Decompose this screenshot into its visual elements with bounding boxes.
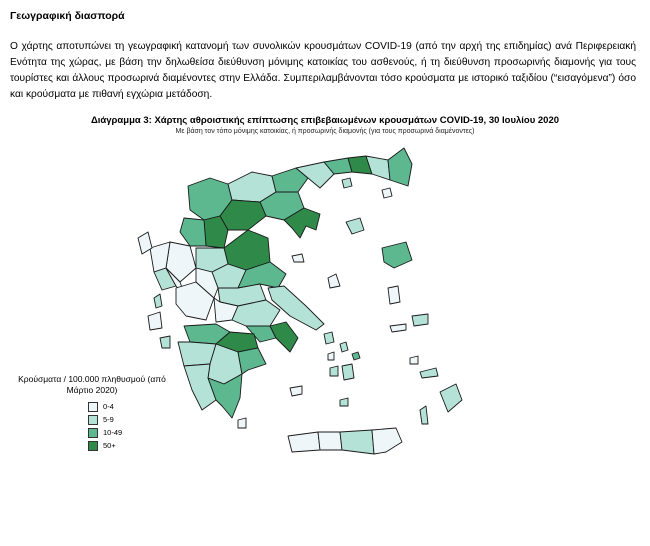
greece-choropleth-map <box>120 138 540 468</box>
region-skyros <box>328 274 340 288</box>
region-naxos <box>342 364 354 380</box>
region-kefalonia <box>148 312 162 330</box>
region-kerkyra <box>138 232 152 254</box>
region-thasos <box>342 178 352 188</box>
description-paragraph: Ο χάρτης αποτυπώνει τη γεωγραφική κατανομή των συνολικών κρουσμάτων COVID-19 (από την αρχή της επιδημίας) ανά Περιφερειακή Ενότητα της χώρας, με βάση την δηλωθείσα διεύθυνση μόνιμης κατοικίας του ασθενούς, ή τη διεύθυνση προσωρινής διαμονής για τους τουρίστες και άλλους προσωρινά διαμένοντες στην Ελλάδα. Συμπεριλαμβάνονται τόσο κρούσματα με ιστορικό ταξιδίου (“εισαγόμενα”) όσο και κρούσματα με πιθανή εγχώρια μετάδοση. <box>10 41 636 100</box>
region-kalymnos <box>410 356 418 364</box>
region-argolida <box>238 348 266 374</box>
legend-label: 0-4 <box>103 402 114 411</box>
section-title: Γεωγραφική διασπορά <box>10 10 125 22</box>
legend-item <box>88 439 168 452</box>
figure-title: Διάγραμμα 3: Χάρτης αθροιστικής επίπτωσης επιβεβαιωμένων κρουσμάτων COVID-19, 30 Ιουλίου 2020 <box>90 115 560 126</box>
legend-swatch <box>88 402 98 412</box>
legend-list <box>88 400 168 452</box>
region-kastoria <box>180 218 206 246</box>
region-lasithi <box>372 428 402 454</box>
legend-swatch <box>88 428 98 438</box>
region-milos <box>290 386 302 396</box>
region-lesvos <box>382 242 412 268</box>
region-chios <box>388 286 400 304</box>
legend-label: 10-49 <box>103 428 123 437</box>
region-karpathos <box>420 406 428 424</box>
region-tinos <box>340 342 348 352</box>
region-andros <box>324 332 334 344</box>
region-lefkada <box>154 294 162 308</box>
region-santorini <box>340 398 348 406</box>
legend-swatch <box>88 415 98 425</box>
legend-item <box>88 400 168 413</box>
region-samos <box>412 314 428 326</box>
region-evros <box>388 148 412 186</box>
legend-label: 5-9 <box>103 415 114 424</box>
region-samothraki <box>382 188 392 198</box>
region-rethymno <box>318 432 342 450</box>
legend-swatch <box>88 441 98 451</box>
region-irakleio <box>340 430 374 454</box>
region-paros <box>330 366 338 376</box>
legend-title: Κρούσματα / 100.000 πληθυσμού (από Μάρτιο 2020) <box>18 374 166 395</box>
region-kythira <box>238 418 246 428</box>
figure-subtitle: Με βάση τον τόπο μόνιμης κατοικίας, ή προσωρινής διαμονής (για τους προσωρινά διαμένοντες) <box>175 128 475 135</box>
region-rodos <box>440 384 462 412</box>
legend-item <box>88 413 168 426</box>
region-zakynthos <box>160 336 170 348</box>
map-legend <box>18 374 168 452</box>
region-kos <box>420 368 438 378</box>
legend-label: 50+ <box>103 441 116 450</box>
region-sporades <box>292 254 304 262</box>
region-limnos <box>346 218 364 234</box>
region-chania <box>288 432 320 452</box>
region-syros <box>328 352 334 360</box>
region-mykonos <box>352 352 360 360</box>
region-rodopi <box>366 156 390 180</box>
legend-item <box>88 426 168 439</box>
region-ikaria <box>390 324 406 332</box>
